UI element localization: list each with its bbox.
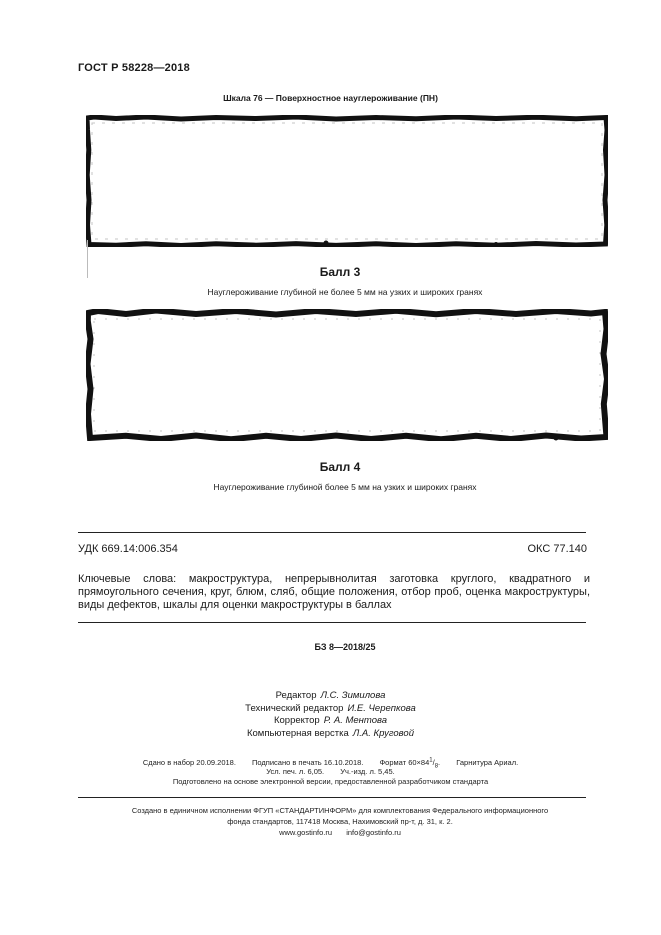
sample-description-1: Науглероживание глубиной не более 5 мм на узких и широких гранях — [207, 287, 483, 297]
credit-role: Редактор — [275, 690, 317, 701]
figure-caption: Шкала 76 — Поверхностное науглероживание (ПН) — [223, 93, 438, 103]
credit-role: Технический редактор — [245, 702, 344, 714]
sample-title-1: Балл 3 — [319, 265, 361, 279]
credit-line — [0, 703, 661, 716]
publisher-site-link[interactable]: www.gostinfo.ru — [279, 828, 333, 837]
imprint-format: Формат $60\times 84^1/_8$. — [379, 757, 441, 769]
bz-number: БЗ 8—2018/25 — [314, 642, 376, 652]
divider-line — [78, 797, 586, 798]
credit-name: Л.С. Зимилова — [320, 690, 386, 701]
credit-role: Компьютерная верстка — [246, 727, 349, 739]
credit-name: Р. А. Ментова — [323, 715, 388, 727]
imprint-font: Гарнитура Ариал. — [456, 757, 519, 767]
publisher-email-link[interactable]: info@gostinfo.ru — [346, 828, 401, 837]
imprint-prepared: Подготовлено на основе электронной версии, предоставленной разработчиком стандарта — [172, 777, 489, 786]
divider-line — [78, 532, 586, 533]
credit-name: И.Е. Черепкова — [347, 702, 416, 714]
oks-code: ОКС 77.140 — [527, 543, 587, 555]
imprint-sent: Сдано в набор 20.09.2018. — [142, 757, 236, 767]
divider-line — [78, 622, 586, 623]
udk-code: УДК 669.14:006.354 — [78, 543, 178, 555]
imprint-format-prefix: Формат 60×84 — [379, 757, 430, 767]
credit-line — [0, 690, 661, 703]
document-header: ГОСТ Р 58228—2018 — [78, 62, 190, 74]
specimen-image-1 — [86, 115, 608, 247]
specimen-image-2 — [86, 309, 608, 441]
publisher-contacts — [0, 827, 661, 839]
keywords-paragraph: Ключевые слова: макроструктура, непрерывнолитая заготовка круглого, квадратного и прямоугольного сечения, круг, блюм, сляб, общие положения, отбор проб, оценка макроструктуры, виды дефектов, шкалы для оценки макроструктуры в баллах — [78, 573, 590, 612]
credit-name: Л.А. Круговой — [352, 727, 414, 739]
imprint-publish-sheets: Уч.-изд. л. 5,45. — [340, 767, 395, 776]
imprint-signed: Подписано в печать 16.10.2018. — [252, 757, 364, 767]
credits-block — [0, 690, 661, 740]
credit-line — [0, 715, 661, 728]
imprint-print-sheets: Усл. печ. л. 6,05. — [266, 767, 325, 776]
publisher-line-2: фонда стандартов, 117418 Москва, Нахимовский пр-т, д. 31, к. 2. — [227, 817, 453, 826]
sample-title-2: Балл 4 — [319, 460, 361, 474]
imprint-format-sub: 8 — [434, 763, 439, 769]
publisher-line-1: Создано в единичном исполнении ФГУП «СТАНДАРТИНФОРМ» для комплектования Федерального информационного — [131, 806, 549, 815]
credit-role: Корректор — [273, 715, 320, 727]
imprint-format-sup: 1 — [429, 757, 433, 763]
credit-line — [0, 728, 661, 741]
sample-description-2: Науглероживание глубиной более 5 мм на узких и широких гранях — [213, 482, 477, 492]
